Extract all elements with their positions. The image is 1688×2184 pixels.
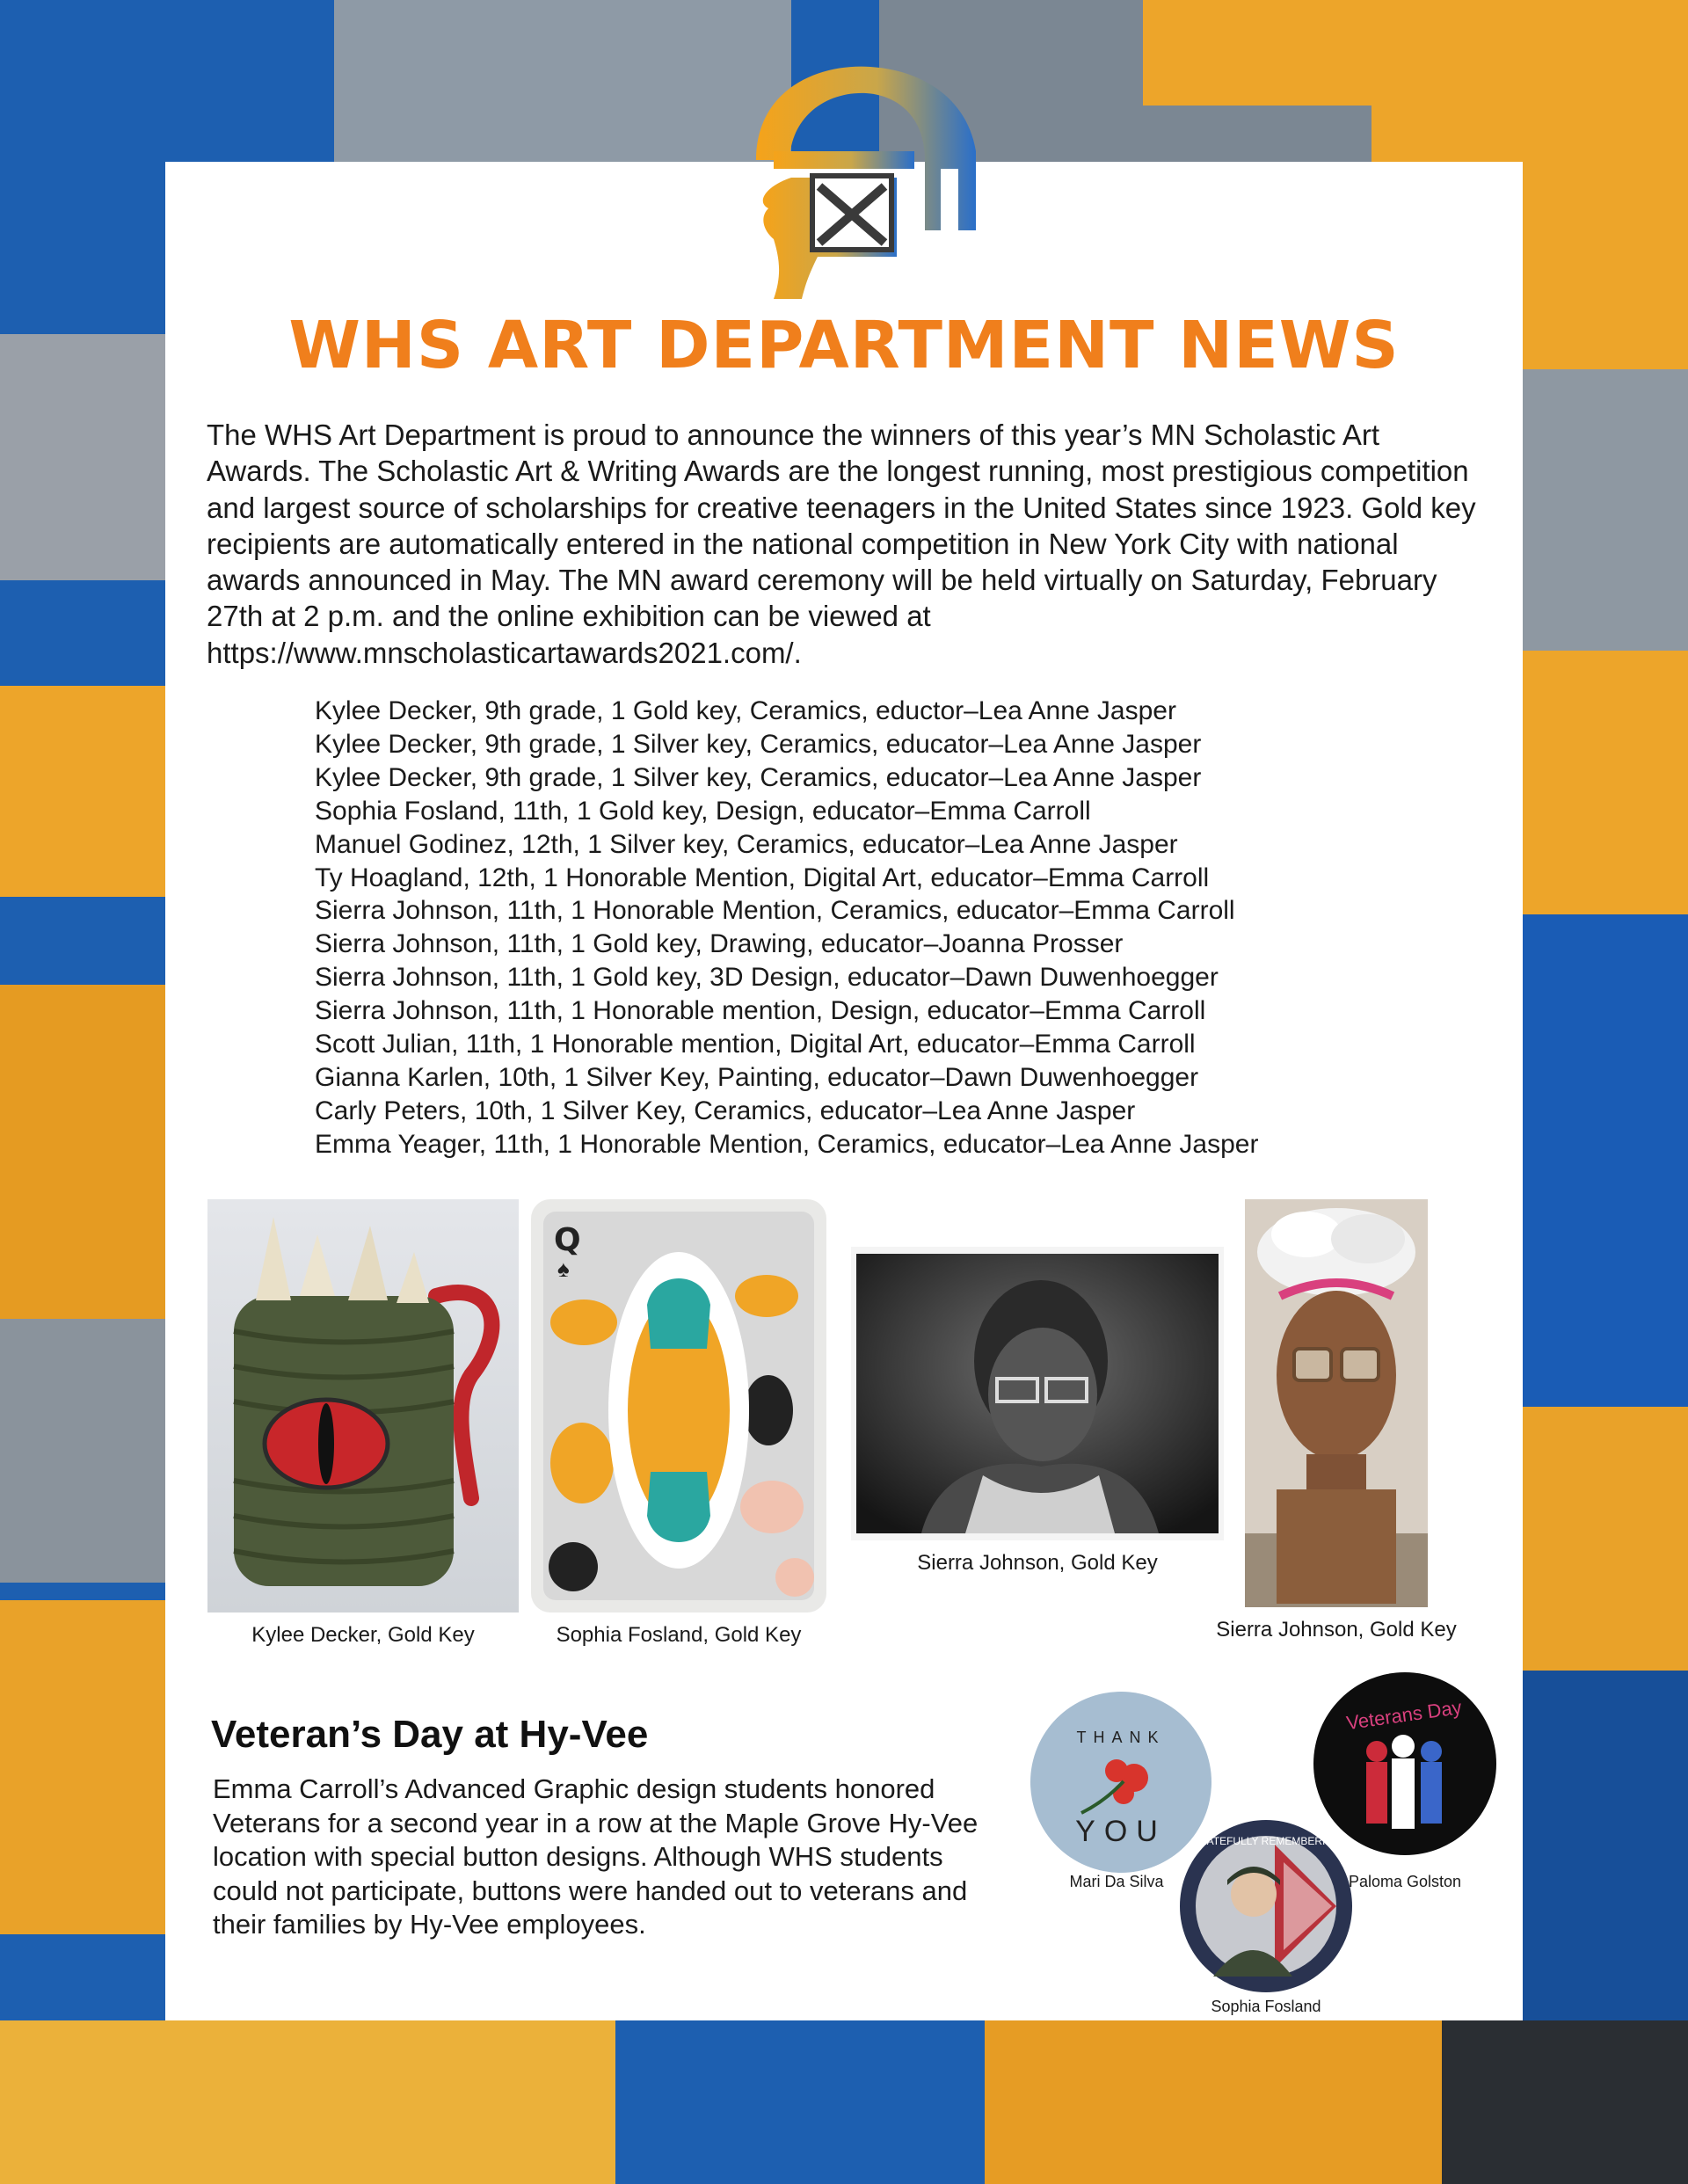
artwork-playing-card	[531, 1199, 826, 1613]
artwork-caption: Sierra Johnson, Gold Key	[917, 1551, 1158, 1575]
list-item: Sophia Fosland, 11th, 1 Gold key, Design, educator–Emma Carroll	[315, 796, 1091, 826]
list-item: Gianna Karlen, 10th, 1 Silver Key, Painting, educator–Dawn Duwenhoegger	[315, 1062, 1199, 1092]
list-item: Scott Julian, 11th, 1 Honorable mention, Digital Art, educator–Emma Carroll	[315, 1030, 1196, 1059]
list-item: Kylee Decker, 9th grade, 1 Gold key, Ceramics, eductor–Lea Anne Jasper	[315, 696, 1176, 725]
list-item: Kylee Decker, 9th grade, 1 Silver key, Ceramics, educator–Lea Anne Jasper	[315, 729, 1202, 759]
list-item: Sierra Johnson, 11th, 1 Honorable Mention, Ceramics, educator–Emma Carroll	[315, 896, 1235, 926]
button-veterans-day-text: Veterans Day	[1344, 1696, 1464, 1735]
list-item: Manuel Godinez, 12th, 1 Silver key, Ceramics, educator–Lea Anne Jasper	[315, 829, 1178, 859]
button-caption: Paloma Golston	[1348, 1873, 1462, 1890]
trojan-helmet-logo-icon	[721, 55, 985, 301]
list-item: Kylee Decker, 9th grade, 1 Silver key, Ceramics, educator–Lea Anne Jasper	[315, 762, 1202, 792]
button-gratefully-remembering	[1178, 1818, 1354, 1994]
list-item: Sierra Johnson, 11th, 1 Honorable mention, Design, educator–Emma Carroll	[315, 996, 1206, 1026]
artwork-ceramic-mug	[207, 1199, 519, 1613]
button-gratefully-text: GRATEFULLY REMEMBERING	[1190, 1835, 1342, 1847]
card-rank: Q	[554, 1222, 581, 1258]
artwork-charcoal-portrait	[851, 1247, 1224, 1540]
intro-paragraph: The WHS Art Department is proud to announce the winners of this year’s MN Scholastic Art Awards. The Scholastic Art & Writing Awards are the longest running, most prestigious competition and largest source of scholarships for creative teenagers in the United States since 1923. Gold key recipients are automatically entered in the national competition in New York City with national awards announced in May. The MN award ceremony will be held virtually on Saturday, February 27th at 2 p.m. and the online exhibition can be viewed at https://www.mnscholasticartawards2021.com/.	[207, 419, 1476, 669]
button-caption: Mari Da Silva	[1069, 1873, 1164, 1890]
list-item: Ty Hoagland, 12th, 1 Honorable Mention, Digital Art, educator–Emma Carroll	[315, 863, 1210, 892]
list-item: Emma Yeager, 11th, 1 Honorable Mention, Ceramics, educator–Lea Anne Jasper	[315, 1129, 1259, 1159]
winners-list	[315, 695, 1458, 1161]
button-thank-text: THANK	[1076, 1729, 1166, 1746]
artwork-caption: Sierra Johnson, Gold Key	[1216, 1618, 1457, 1642]
veterans-paragraph: Emma Carroll’s Advanced Graphic design students honored Veterans for a second year in a row at the Maple Grove Hy-Vee location with special button designs. Although WHS students could not participate, buttons were handed out to veterans and their families by Hy-Vee employees.	[213, 1773, 979, 1940]
list-item: Sierra Johnson, 11th, 1 Gold key, Drawing, educator–Joanna Prosser	[315, 929, 1124, 959]
artwork-caption: Sophia Fosland, Gold Key	[556, 1623, 802, 1647]
button-caption: Sophia Fosland	[1211, 1998, 1321, 2015]
list-item: Sierra Johnson, 11th, 1 Gold key, 3D Design, educator–Dawn Duwenhoegger	[315, 963, 1219, 993]
button-you-text: YOU	[1075, 1815, 1167, 1848]
section-heading: Veteran’s Day at Hy-Vee	[211, 1713, 649, 1756]
page-title: WHS ART DEPARTMENT NEWS	[288, 308, 1400, 383]
artwork-clay-sculpture	[1245, 1199, 1428, 1607]
svg-text:♠: ♠	[557, 1256, 570, 1282]
list-item: Carly Peters, 10th, 1 Silver Key, Ceramics, educator–Lea Anne Jasper	[315, 1096, 1136, 1125]
artwork-caption: Kylee Decker, Gold Key	[251, 1623, 475, 1647]
